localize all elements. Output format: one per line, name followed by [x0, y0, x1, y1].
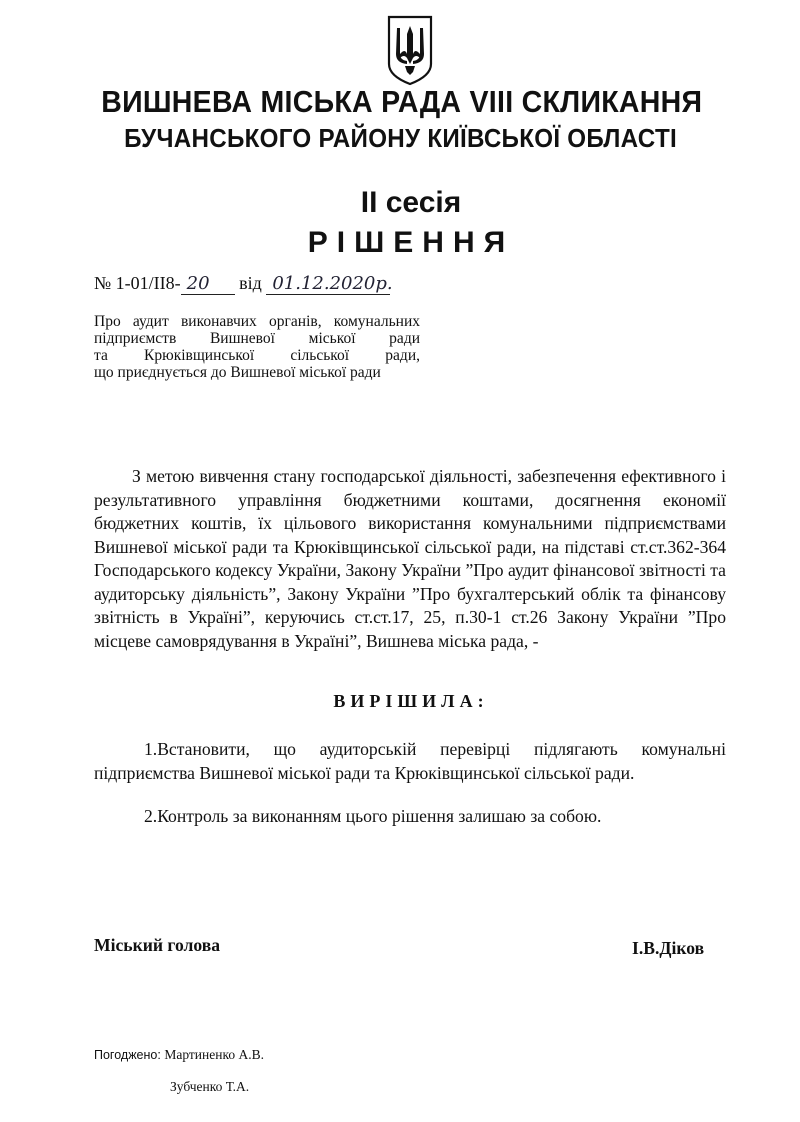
decision-item-1: 1.Встановити, що аудиторській перевірці підлягають комунальні підприємства Вишневої міської ради та Крюківщинської сільської ради.: [94, 739, 726, 783]
signatory-position: Міський голова: [94, 935, 221, 955]
handwritten-date: 01.12.2020р.: [266, 273, 390, 295]
approver-name: Зубченко Т.А.: [170, 1079, 250, 1094]
approval-line-1: [94, 1047, 264, 1063]
document-number-line: [94, 273, 393, 295]
document-type-title: РІШЕННЯ: [307, 226, 515, 259]
subject-block: [94, 313, 420, 381]
council-name: ВИШНЕВА МІСЬКА РАДА VIII СКЛИКАННЯ: [101, 84, 703, 119]
trident-emblem-icon: [385, 14, 435, 86]
session-title: ІІ сесія: [360, 186, 462, 219]
signatory-name: І.В.Діков: [632, 938, 705, 958]
decision-item-2: 2.Контроль за виконанням цього рішення залишаю за собою.: [144, 806, 602, 826]
subject-line: та Крюківщинської сільської ради,: [94, 347, 420, 364]
number-prefix: № 1-01/ІІ8-: [94, 273, 181, 293]
council-district: БУЧАНСЬКОГО РАЙОНУ КИЇВСЬКОЇ ОБЛАСТІ: [124, 123, 678, 153]
subject-line: що приєднується до Вишневої міської ради: [94, 364, 381, 381]
decided-heading: ВИРІШИЛА:: [333, 691, 489, 711]
subject-line: Про аудит виконавчих органів, комунальних: [94, 313, 420, 330]
preamble-paragraph: З метою вивчення стану господарської діяльності, забезпечення ефективного і результативного управління бюджетними коштами, досягнення економії бюджетних коштів, їх цільового використання комунальними підприємствами Вишневої міської ради та Крюківщинської сільської ради, на підставі ст.ст.362-364 Господарського кодексу України, Закону України ”Про аудит фінансової звітності та аудиторську діяльність”, Закону України ”Про бухгалтерський облік та фінансову звітність в Україні”, керуючись ст.ст.17, 25, п.30-1 ст.26 Закону України ”Про місцеве самоврядування в Україні”, Вишнева міська рада, -: [94, 466, 726, 651]
subject-line: підприємств Вишневої міської ради: [94, 330, 420, 347]
approval-label: Погоджено:: [94, 1048, 161, 1062]
approver-name: Мартиненко А.В.: [164, 1047, 264, 1062]
handwritten-number: 20: [181, 273, 235, 295]
date-label: від: [239, 273, 262, 293]
